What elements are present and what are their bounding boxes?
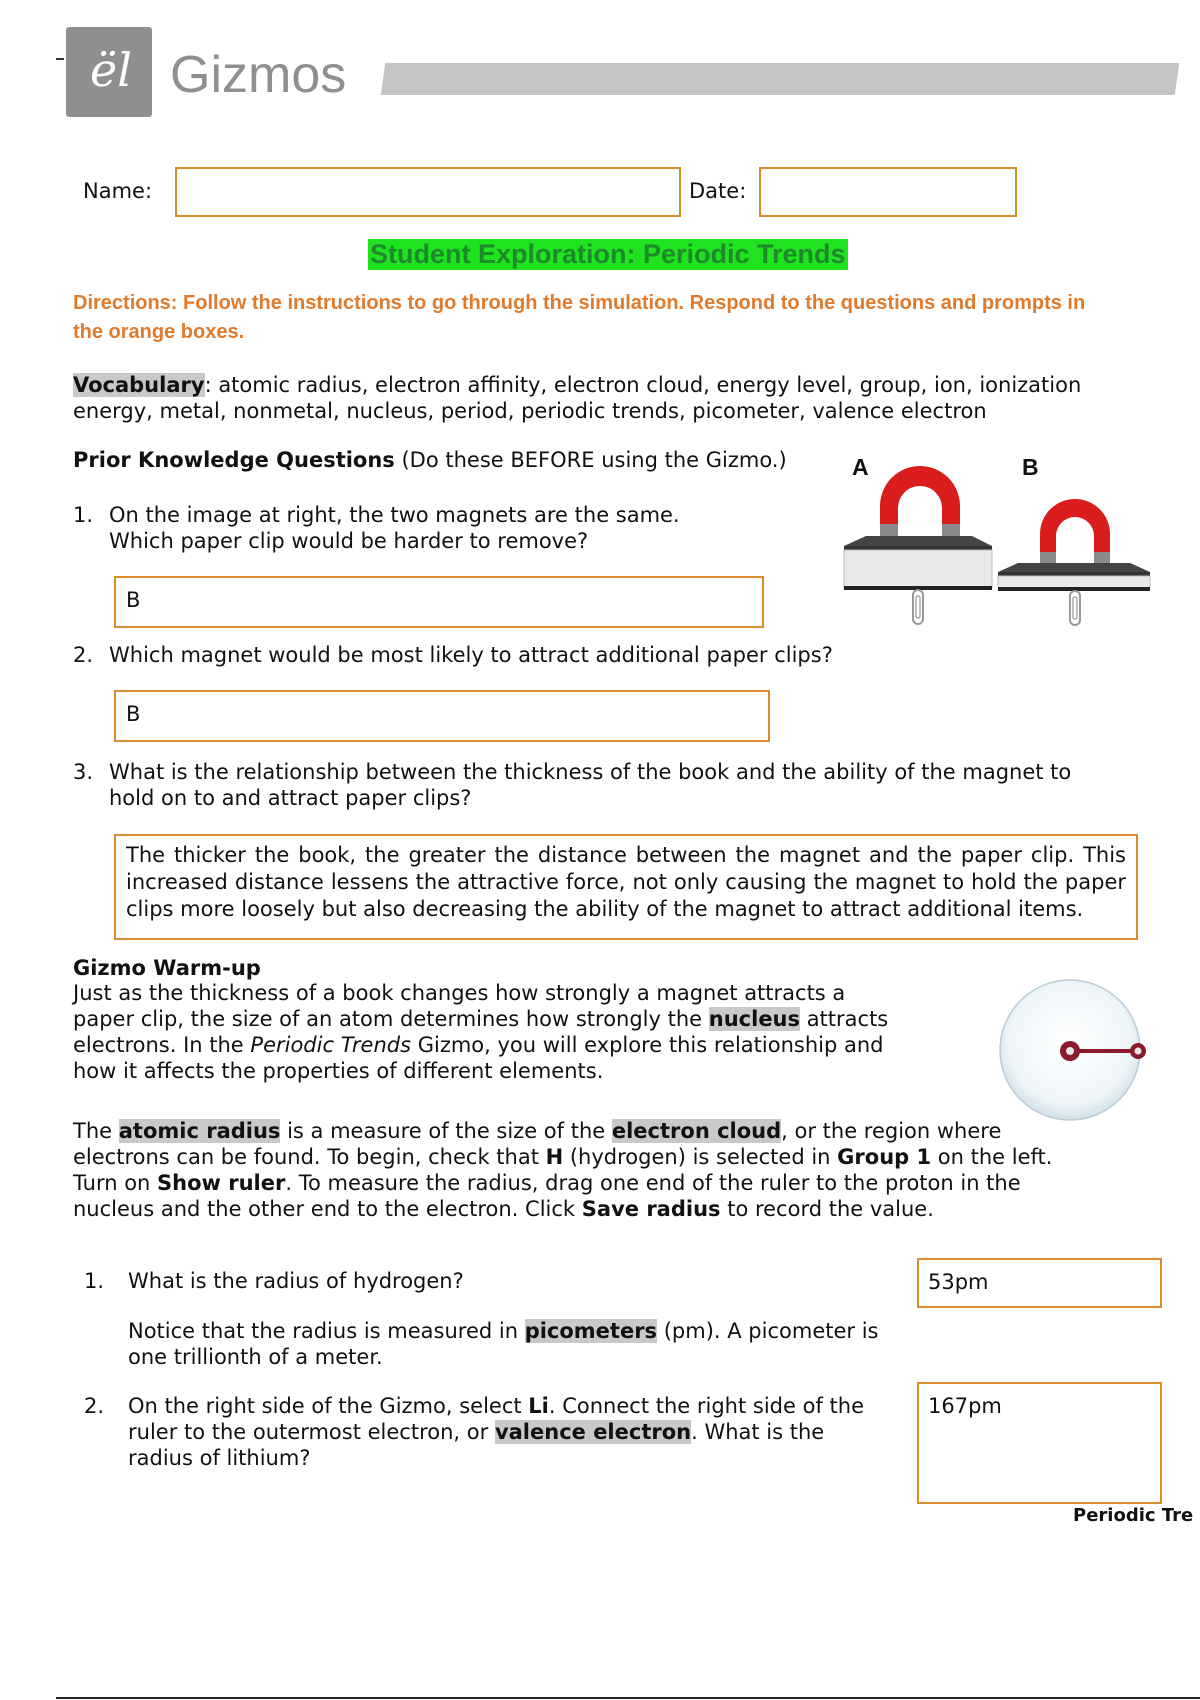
pk-q2-answer: B <box>126 702 141 726</box>
name-label: Name: <box>83 179 153 203</box>
magnets-illustration <box>830 448 1160 638</box>
header-bar <box>381 63 1179 95</box>
atom-ruler-illustration <box>995 978 1160 1123</box>
pk-q3-answer: The thicker the book, the greater the distance between the magnet and the paper clip. This increased distance lessens the attractive force, not only causing the magnet to hold the paper clips more loosely but also decreasing the ability of the magnet to attract additional items. <box>126 843 1126 921</box>
wu-q2-answer: 167pm <box>928 1394 1002 1418</box>
pk-q1-text-line2: Which paper clip would be harder to remove? <box>109 529 589 553</box>
wu-q2-text: On the right side of the Gizmo, select Li. Connect the right side of the ruler to the outermost electron, or valence electron. What is the radius of lithium? <box>128 1394 864 1470</box>
wu-q1-answer: 53pm <box>928 1270 989 1294</box>
pk-q1-answer-box[interactable] <box>114 576 764 628</box>
name-field[interactable] <box>175 167 681 217</box>
header-dash <box>56 58 64 60</box>
pk-q1-number: 1. <box>73 503 94 527</box>
pk-q2-text: Which magnet would be most likely to attract additional paper clips? <box>109 643 833 667</box>
date-field[interactable] <box>759 167 1017 217</box>
picometer-note: Notice that the radius is measured in picometers (pm). A picometer is one trillionth of a meter. <box>128 1319 879 1369</box>
wu-q1-answer-box[interactable] <box>917 1258 1162 1308</box>
directions: Directions: Follow the instructions to go through the simulation. Respond to the questions and prompts in the orange boxes. <box>73 292 1086 343</box>
wu-q1-number: 1. <box>84 1269 105 1293</box>
magnet-b-label: B <box>1022 454 1039 480</box>
vocabulary-label: Vocabulary <box>73 373 205 397</box>
pk-q3-text-line2: hold on to and attract paper clips? <box>109 786 472 810</box>
wu-q1-text: What is the radius of hydrogen? <box>128 1269 464 1293</box>
pk-q1-text-line1: On the image at right, the two magnets are the same. <box>109 503 680 527</box>
magnet-b <box>998 499 1150 625</box>
magnet-a-label: A <box>852 454 869 480</box>
vocabulary <box>73 372 1133 424</box>
magnet-a <box>844 466 992 624</box>
pk-q3-number: 3. <box>73 760 94 784</box>
pk-q3-answer-box[interactable] <box>114 834 1138 940</box>
date-label: Date: <box>689 179 747 203</box>
warmup-paragraph-2: The atomic radius is a measure of the size of the electron cloud, or the region where electrons can be found. To begin, check that H (hydrogen) is selected in Group 1 on the left. Turn on Show ruler. To measure the radius, drag one end of the ruler to the proton in the nucleus and the other end to the electron. Click Save radius to record the value. <box>73 1119 1053 1221</box>
warmup-heading: Gizmo Warm-up <box>73 956 261 980</box>
logo-glyph: ël <box>90 43 132 97</box>
page-title: Student Exploration: Periodic Trends <box>370 239 846 269</box>
footer-running-title: Periodic Tre <box>1073 1505 1194 1526</box>
pk-q3-text-line1: What is the relationship between the thickness of the book and the ability of the magnet to <box>109 760 1072 784</box>
prior-knowledge-heading: Prior Knowledge Questions (Do these BEFORE using the Gizmo.) <box>73 448 787 472</box>
wu-q2-answer-box[interactable] <box>917 1382 1162 1504</box>
warmup-paragraph-1: Just as the thickness of a book changes how strongly a magnet attracts a paper clip, the size of an atom determines how strongly the nucleus attracts electrons. In the Periodic Trends Gizmo, you will explore this relationship and how it affects the properties of different elements. <box>73 981 889 1083</box>
pk-q2-answer-box[interactable] <box>114 690 770 742</box>
pk-q1-answer: B <box>126 588 141 612</box>
wu-q2-number: 2. <box>84 1394 105 1418</box>
footer-line <box>56 1697 1200 1699</box>
pk-q2-number: 2. <box>73 643 94 667</box>
brand-name: Gizmos <box>170 46 347 104</box>
vocabulary-text: : atomic radius, electron affinity, electron cloud, energy level, group, ion, ionization energy, metal, nonmetal, nucleus, period, periodic trends, picometer, valence electron <box>73 373 1082 423</box>
